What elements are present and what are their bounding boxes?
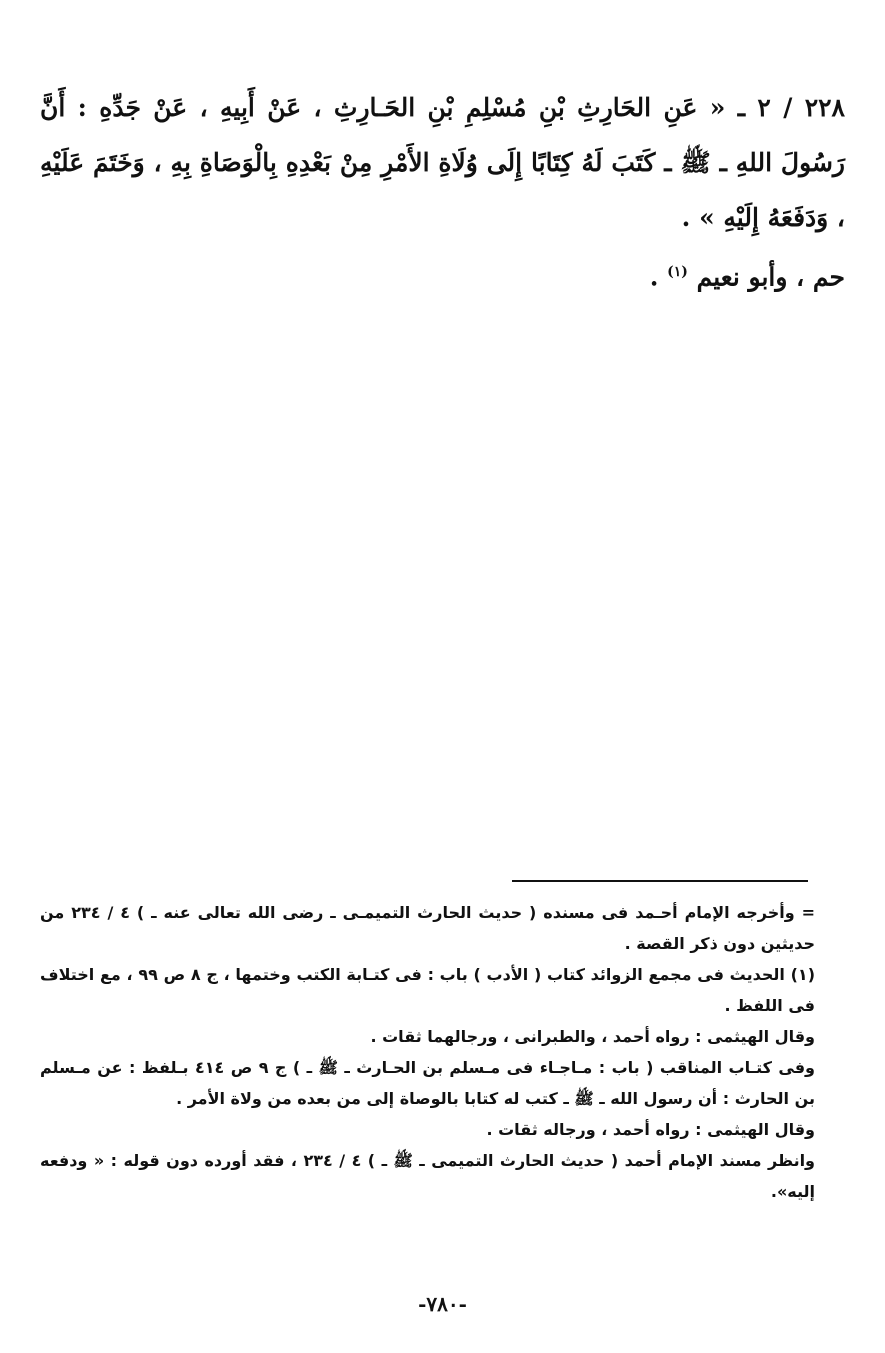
hadith-text: ٢٢٨ / ٢ ـ « عَنِ الحَارِثِ بْنِ مُسْلِمِ بْنِ الحَـارِثِ ، عَنْ أَبِيهِ ، عَنْ جَدِّهِ : أَنَّ رَسُولَ اللهِ ـ ﷺ ـ كَتَبَ لَهُ كِتَابًا إِلَى وُلَاةِ الأَمْرِ مِنْ بَعْدِهِ بِالْوَصَاةِ بِهِ ، وَخَتَمَ عَلَيْهِ ، وَدَفَعَهُ إِلَيْهِ » . — [40, 93, 845, 232]
footnote-line: وقال الهيثمى : رواه أحمد ، والطبرانى ، ورجالهما ثقات . — [370, 1027, 815, 1046]
footnote-marker: (١) — [667, 264, 688, 280]
footnote-line: وانظر مسند الإمام أحمد ( حديث الحارث التميمى ـ ﷺ ـ ) ٤ / ٢٣٤ ، فقد أورده دون قوله : « ودفعه إليه». — [40, 1151, 816, 1201]
footnote-divider — [512, 880, 808, 882]
source-end: . — [649, 262, 659, 292]
footnote-line: وفى كتـاب المناقب ( باب : مـاجـاء فى مـسلم بن الحـارث ـ ﷺ ـ ) ج ٩ ص ٤١٤ بـلفظ : عن مـسلم بن الحارث : أن رسول الله ـ ﷺ ـ كتب له كتابا بالوصاة إلى من بعده من ولاة الأمر . — [40, 1058, 815, 1108]
footnote-line: = وأخرجه الإمام أحـمد فى مسنده ( حديث الحارث التميمـى ـ رضى الله تعالى عنه ـ ) ٤ / ٢٣٤ من حديثين دون ذكر القصة . — [40, 903, 816, 953]
source-text: حم ، وأبو نعيم — [696, 262, 845, 292]
source-line — [40, 245, 845, 304]
page-number: -٧٨٠- — [418, 1292, 467, 1316]
footnote-line: وقال الهيثمى : رواه أحمد ، ورجاله ثقات . — [486, 1120, 815, 1139]
main-text-block — [40, 80, 845, 304]
footnote-line: (١) الحديث فى مجمع الزوائد كتاب ( الأدب ) باب : فى كتـابة الكتب وختمها ، ج ٨ ص ٩٩ ، مع اختلاف فى اللفظ . — [40, 965, 815, 1015]
footnotes-block — [40, 897, 815, 1207]
